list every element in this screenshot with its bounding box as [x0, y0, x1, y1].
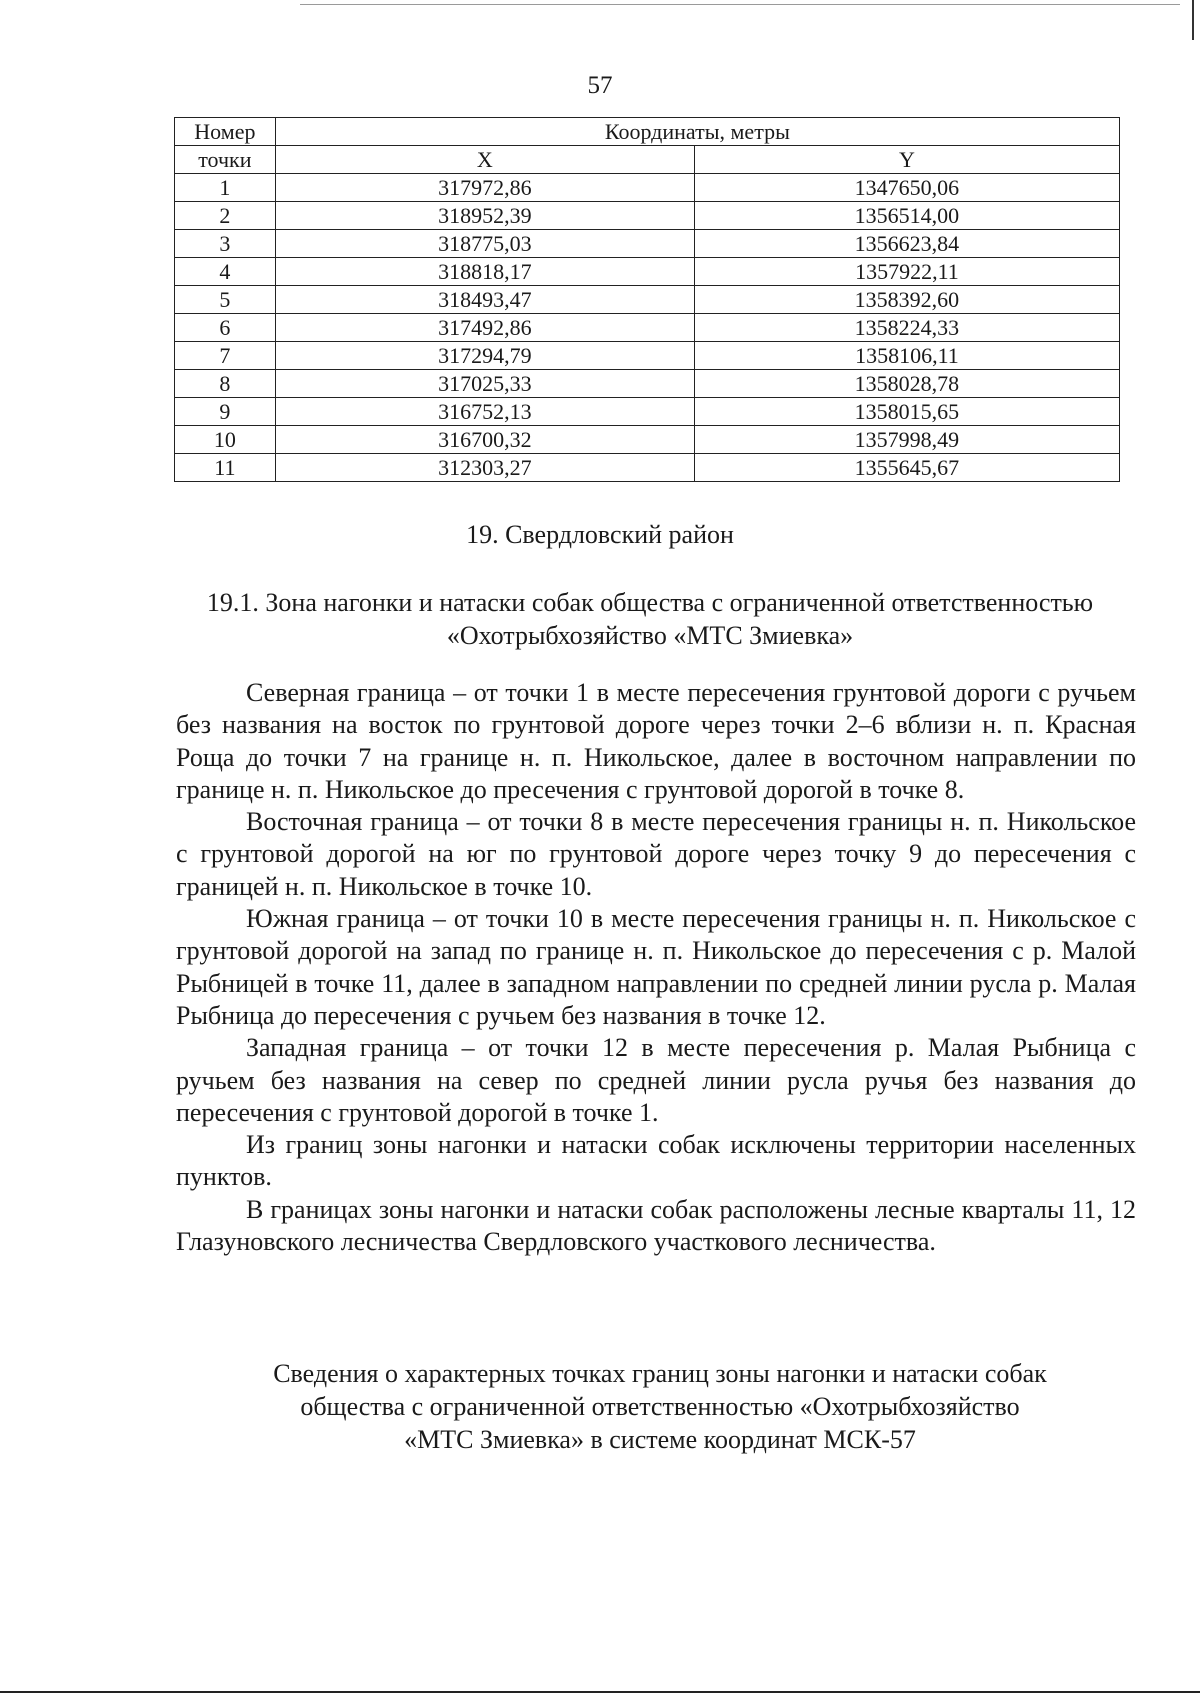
cell-point-number: 2: [175, 202, 276, 230]
table-body: [175, 174, 1120, 482]
cell-x: 318775,03: [275, 230, 694, 258]
header-x: X: [275, 146, 694, 174]
header-coordinates: Координаты, метры: [275, 118, 1119, 146]
header-y: Y: [694, 146, 1119, 174]
cell-x: 317294,79: [275, 342, 694, 370]
table-row: [175, 286, 1120, 314]
header-point-number-line2: точки: [175, 146, 276, 174]
paragraph-forest-blocks: В границах зоны нагонки и натаски собак расположены лесные кварталы 11, 12 Глазуновского лесничества Свердловского участкового лесничества.: [176, 1194, 1136, 1257]
cell-y: 1357922,11: [694, 258, 1119, 286]
cell-y: 1356623,84: [694, 230, 1119, 258]
cell-y: 1347650,06: [694, 174, 1119, 202]
table-row: [175, 426, 1120, 454]
info-title-line2: общества с ограниченной ответственностью «Охотрыбхозяйство: [300, 1392, 1020, 1421]
zone-title-line2: «Охотрыбхозяйство «МТС Змиевка»: [446, 621, 854, 650]
cell-y: 1358224,33: [694, 314, 1119, 342]
cell-x: 316700,32: [275, 426, 694, 454]
paragraph-south: Южная граница – от точки 10 в месте пересечения границы н. п. Никольское с грунтовой дорогой на запад по границе н. п. Никольское до пересечения с р. Малой Рыбницей в точке 11, далее в западном направлении по средней линии русла р. Малая Рыбница до пересечения с ручьем без названия в точке 12.: [176, 904, 1136, 1030]
table-row: [175, 202, 1120, 230]
scan-artifact-top: [300, 4, 1180, 5]
cell-x: 317025,33: [275, 370, 694, 398]
cell-point-number: 8: [175, 370, 276, 398]
table-row: [175, 174, 1120, 202]
cell-y: 1356514,00: [694, 202, 1119, 230]
paragraph-north: Северная граница – от точки 1 в месте пересечения грунтовой дороги с ручьем без названия на восток по грунтовой дороге через точки 2–6 вблизи н. п. Красная Роща до точки 7 на границе н. п. Никольское, далее в восточном направлении по границе н. п. Никольское до пресечения с грунтовой дорогой в точке 8.: [176, 678, 1136, 804]
cell-point-number: 3: [175, 230, 276, 258]
scan-artifact-edge: [1192, 0, 1194, 40]
cell-x: 316752,13: [275, 398, 694, 426]
header-point-number-line1: Номер: [194, 119, 256, 144]
cell-point-number: 9: [175, 398, 276, 426]
cell-point-number: 5: [175, 286, 276, 314]
cell-point-number: 7: [175, 342, 276, 370]
table-row: [175, 370, 1120, 398]
cell-x: 312303,27: [275, 454, 694, 482]
cell-x: 317492,86: [275, 314, 694, 342]
cell-y: 1357998,49: [694, 426, 1119, 454]
table-row: [175, 230, 1120, 258]
cell-x: 318493,47: [275, 286, 694, 314]
cell-y: 1358392,60: [694, 286, 1119, 314]
cell-y: 1358028,78: [694, 370, 1119, 398]
zone-title-line1: 19.1. Зона нагонки и натаски собак общества с ограниченной ответственностью: [206, 588, 1094, 617]
cell-y: 1358015,65: [694, 398, 1119, 426]
table-row: [175, 258, 1120, 286]
paragraph-west: Западная граница – от точки 12 в месте пересечения р. Малая Рыбница с ручьем без названия на север по средней линии русла ручья без названия до пересечения с грунтовой дорогой в точке 1.: [176, 1033, 1136, 1127]
table-subheader-row: [175, 146, 1120, 174]
table-header-row: [175, 118, 1120, 146]
table-row: [175, 314, 1120, 342]
coordinates-table: [174, 117, 1120, 482]
cell-y: 1358106,11: [694, 342, 1119, 370]
header-point-number: [175, 118, 276, 146]
table-row: [175, 398, 1120, 426]
cell-point-number: 11: [175, 454, 276, 482]
cell-x: 317972,86: [275, 174, 694, 202]
cell-point-number: 10: [175, 426, 276, 454]
section-title: 19. Свердловский район: [466, 520, 734, 549]
info-title: [190, 1357, 1130, 1456]
paragraph-east: Восточная граница – от точки 8 в месте пересечения границы н. п. Никольское с грунтовой дорогой на юг по грунтовой дороге через точку 9 до пересечения с границей н. п. Никольское в точке 10.: [176, 807, 1136, 901]
table-row: [175, 342, 1120, 370]
cell-x: 318818,17: [275, 258, 694, 286]
scan-artifact-bottom: [0, 1691, 1200, 1693]
table-row: [175, 454, 1120, 482]
cell-point-number: 1: [175, 174, 276, 202]
cell-x: 318952,39: [275, 202, 694, 230]
cell-point-number: 4: [175, 258, 276, 286]
paragraph-exclusions: Из границ зоны нагонки и натаски собак исключены территории населенных пунктов.: [176, 1130, 1136, 1192]
page-number: 57: [587, 72, 613, 99]
boundary-description: [176, 677, 1136, 1258]
cell-point-number: 6: [175, 314, 276, 342]
zone-title: [170, 586, 1130, 652]
info-title-line3: «МТС Змиевка» в системе координат МСК-57: [404, 1425, 916, 1454]
cell-y: 1355645,67: [694, 454, 1119, 482]
info-title-line1: Сведения о характерных точках границ зоны нагонки и натаски собак: [273, 1359, 1047, 1388]
